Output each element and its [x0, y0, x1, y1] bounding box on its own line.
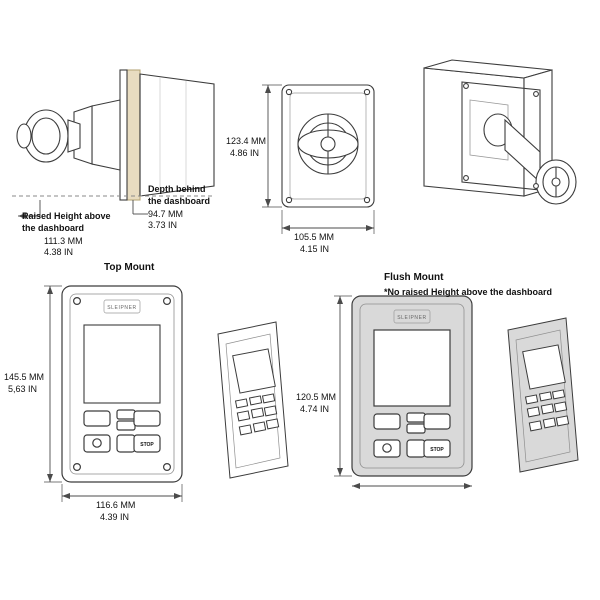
stop-button-label-flush-mount[interactable]: STOP — [430, 447, 444, 453]
depth-behind-in: 3.73 IN — [148, 220, 178, 230]
stop-button-label-top-mount[interactable]: STOP — [140, 442, 154, 448]
front-height-mm: 123.4 MM — [226, 136, 267, 146]
top-mount-width-mm: 116.6 MM — [96, 500, 136, 510]
flush-mount-note: *No raised Height above the dashboard — [384, 287, 553, 297]
flush-mount-height-mm: 120.5 MM — [296, 392, 337, 402]
flush-mount-height-in: 4.74 IN — [300, 404, 330, 414]
brand-label-top-mount: SLEIPNER — [107, 305, 137, 311]
top-mount-height-in: 5,63 IN — [8, 384, 38, 394]
front-width-mm: 105.5 MM — [294, 232, 335, 242]
top-mount-width-in: 4.39 IN — [100, 512, 130, 522]
top-mount-title: Top Mount — [104, 262, 155, 273]
raised-height-label-line1: Raised Height above — [22, 211, 111, 221]
raised-height-mm: 111.3 MM — [44, 236, 83, 246]
depth-behind-label-line2: the dashboard — [148, 196, 211, 206]
brand-label-flush-mount: SLEIPNER — [397, 315, 427, 321]
raised-height-in: 4.38 IN — [44, 247, 74, 257]
front-height-in: 4.86 IN — [230, 148, 260, 158]
front-width-in: 4.15 IN — [300, 244, 330, 254]
flush-mount-title: Flush Mount — [384, 272, 444, 283]
depth-behind-label-line1: Depth behind — [148, 184, 206, 194]
depth-behind-mm: 94.7 MM — [148, 209, 184, 219]
raised-height-label-line2: the dashboard — [22, 223, 85, 233]
top-mount-height-mm: 145.5 MM — [4, 372, 45, 382]
